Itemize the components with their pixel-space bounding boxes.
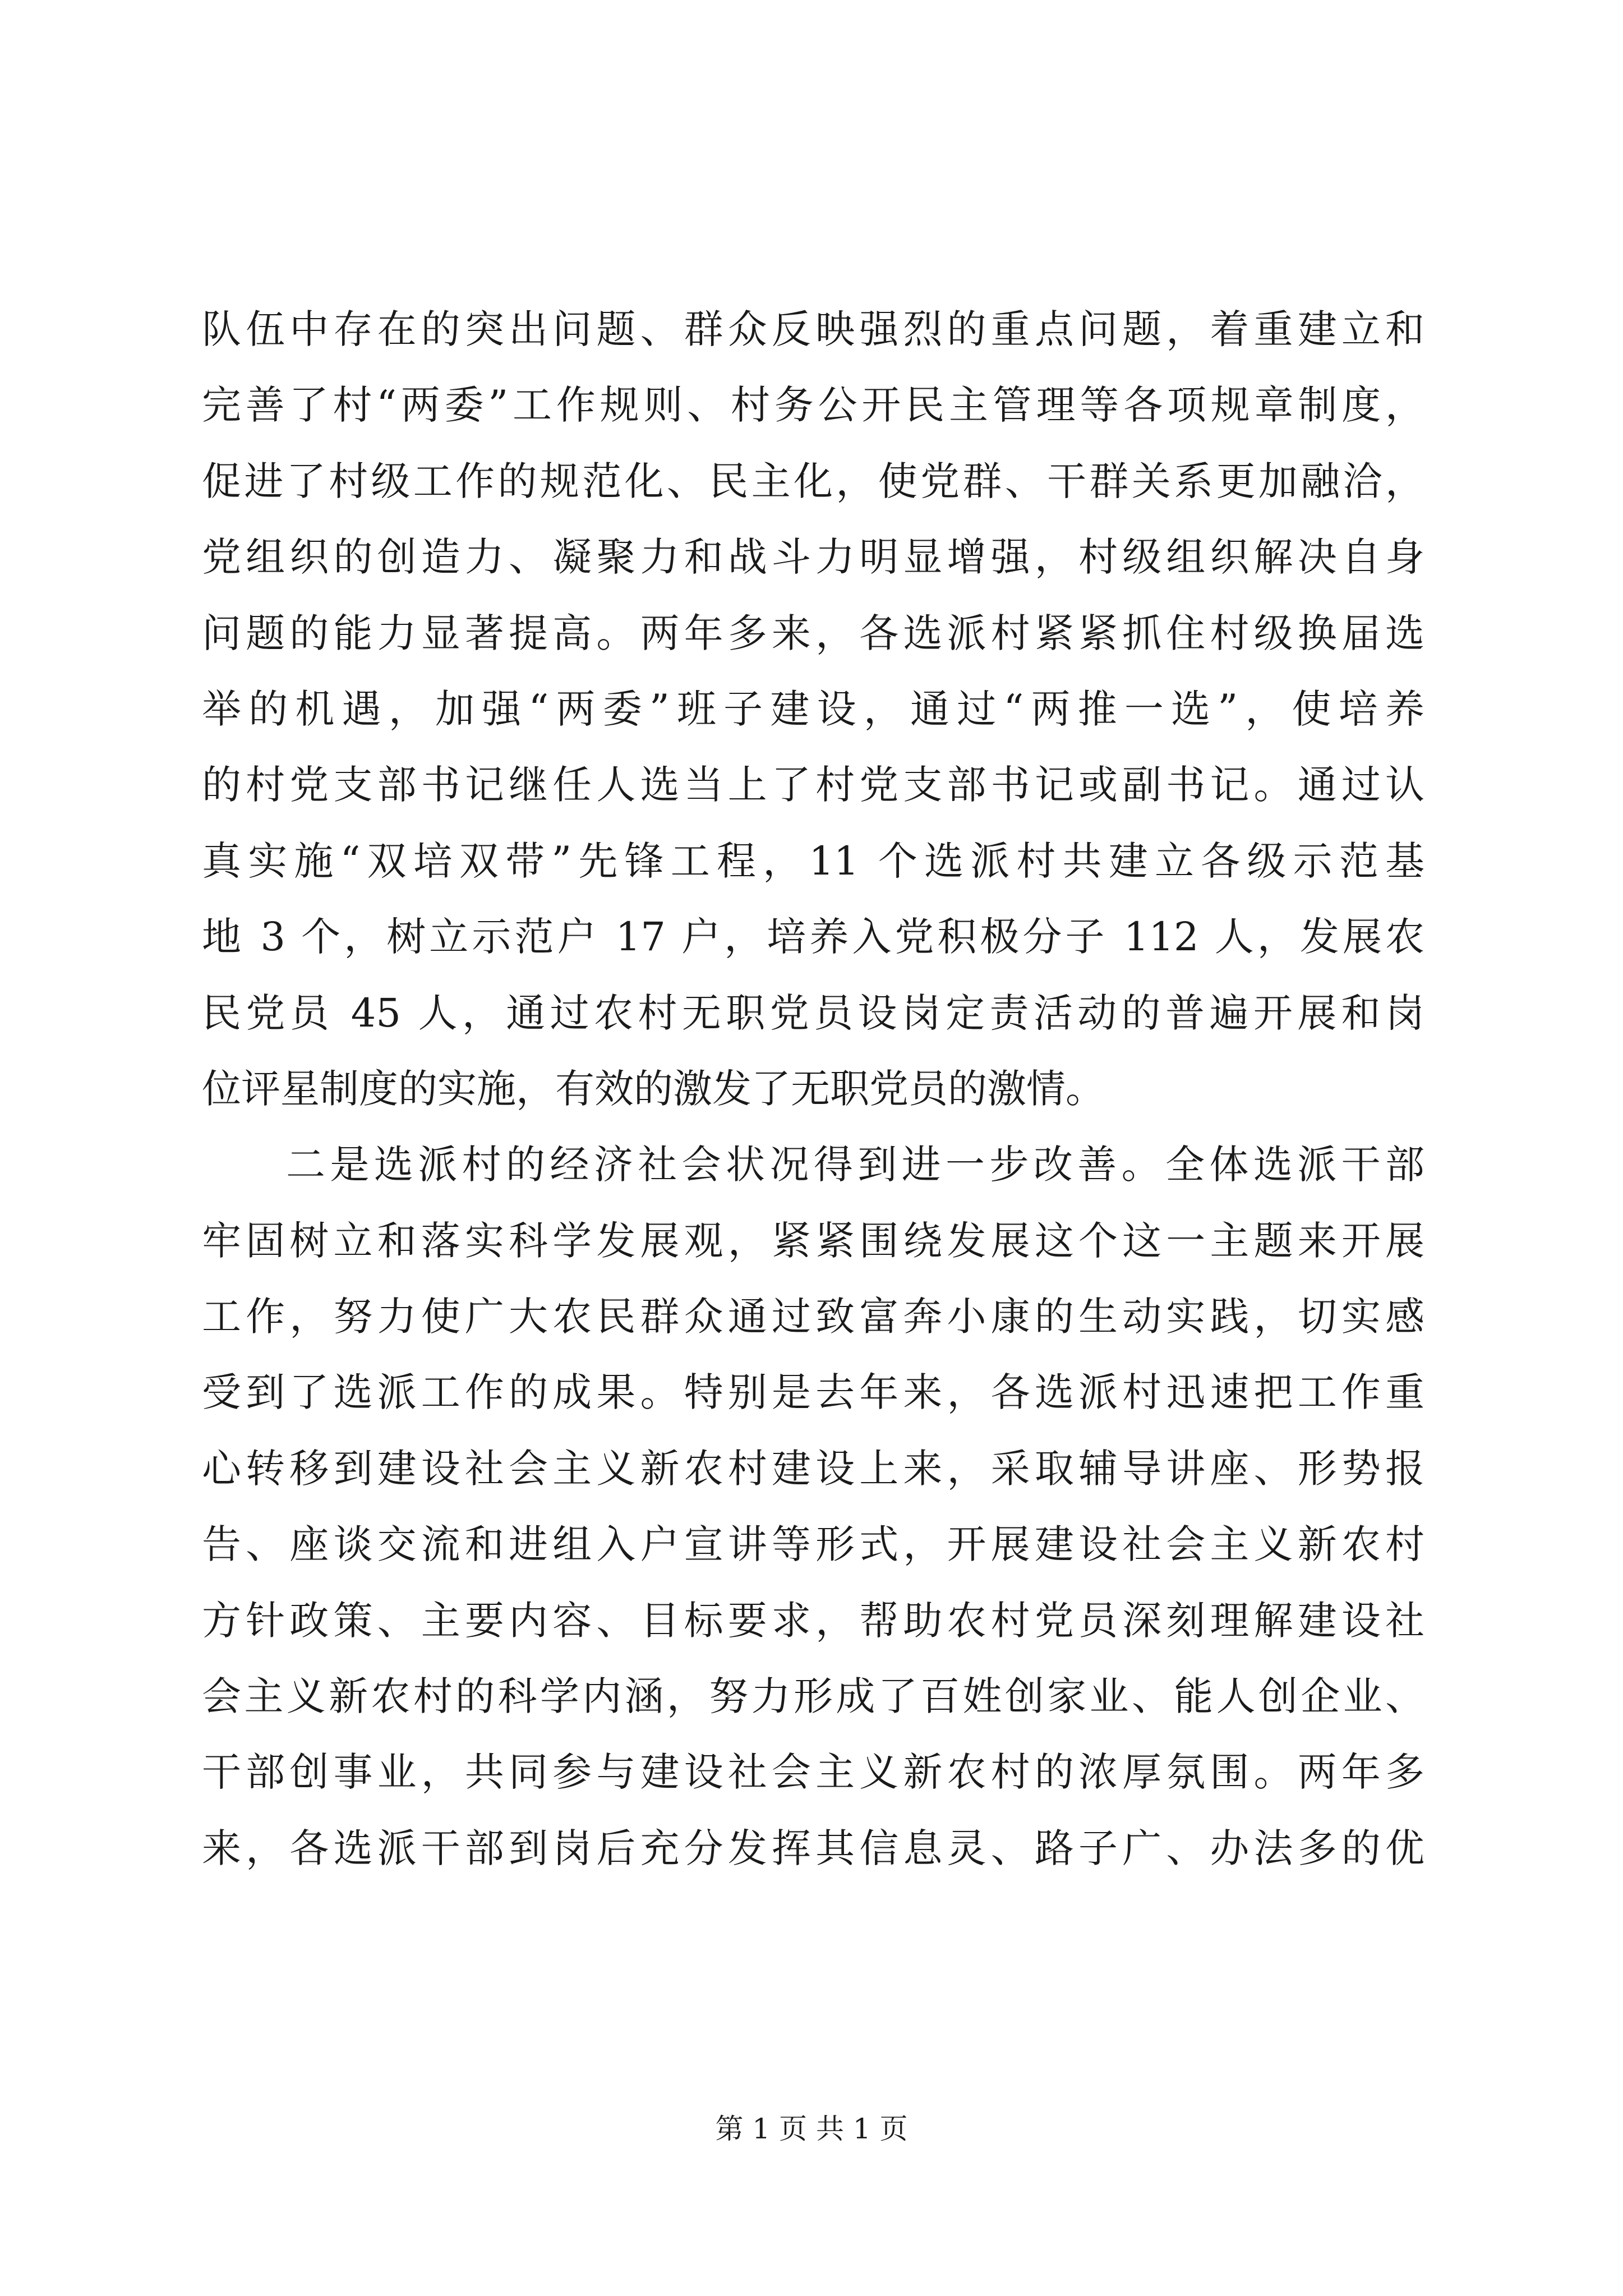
text-line: 地 3 个，树立示范户 17 户，培养入党积极分子 112 人，发展农 — [202, 914, 1424, 960]
paragraph-start-line: 二是选派村的经济社会状况得到进一步改善。全体选派干部 — [286, 1142, 1424, 1188]
text-line: 党组织的创造力、凝聚力和战斗力明显增强，村级组织解决自身 — [202, 534, 1424, 581]
document-body — [202, 292, 1424, 1887]
text-line: 方针政策、主要内容、目标要求，帮助农村党员深刻理解建设社 — [202, 1597, 1424, 1644]
text-line: 心转移到建设社会主义新农村建设上来，采取辅导讲座、形势报 — [202, 1445, 1424, 1492]
text-line: 队伍中存在的突出问题、群众反映强烈的重点问题，着重建立和 — [202, 306, 1424, 352]
text-line: 完善了村“两委”工作规则、村务公开民主管理等各项规章制度， — [202, 382, 1424, 429]
text-line: 来，各选派干部到岗后充分发挥其信息灵、路子广、办法多的优 — [202, 1825, 1424, 1871]
text-line: 的村党支部书记继任人选当上了村党支部书记或副书记。通过认 — [202, 762, 1424, 808]
text-line: 会主义新农村的科学内涵，努力形成了百姓创家业、能人创企业、 — [202, 1673, 1424, 1720]
text-line: 告、座谈交流和进组入户宣讲等形式，开展建设社会主义新农村 — [202, 1521, 1424, 1568]
text-line: 位评星制度的实施，有效的激发了无职党员的激情。 — [202, 1065, 1105, 1112]
text-line: 干部创事业，共同参与建设社会主义新农村的浓厚氛围。两年多 — [202, 1749, 1424, 1796]
text-line: 牢固树立和落实科学发展观，紧紧围绕发展这个这一主题来开展 — [202, 1217, 1424, 1264]
text-line: 问题的能力显著提高。两年多来，各选派村紧紧抓住村级换届选 — [202, 610, 1424, 656]
text-line: 真实施“双培双带”先锋工程，11 个选派村共建立各级示范基 — [202, 838, 1424, 884]
text-line: 工作，努力使广大农民群众通过致富奔小康的生动实践，切实感 — [202, 1294, 1424, 1340]
text-line: 促进了村级工作的规范化、民主化，使党群、干群关系更加融洽， — [202, 458, 1424, 504]
text-line: 民党员 45 人，通过农村无职党员设岗定责活动的普遍开展和岗 — [202, 990, 1424, 1036]
text-line: 举的机遇，加强“两委”班子建设，通过“两推一选”，使培养 — [202, 685, 1424, 732]
page-footer: 第 1 页 共 1 页 — [715, 2113, 908, 2145]
text-line: 受到了选派工作的成果。特别是去年来，各选派村迅速把工作重 — [202, 1369, 1424, 1416]
